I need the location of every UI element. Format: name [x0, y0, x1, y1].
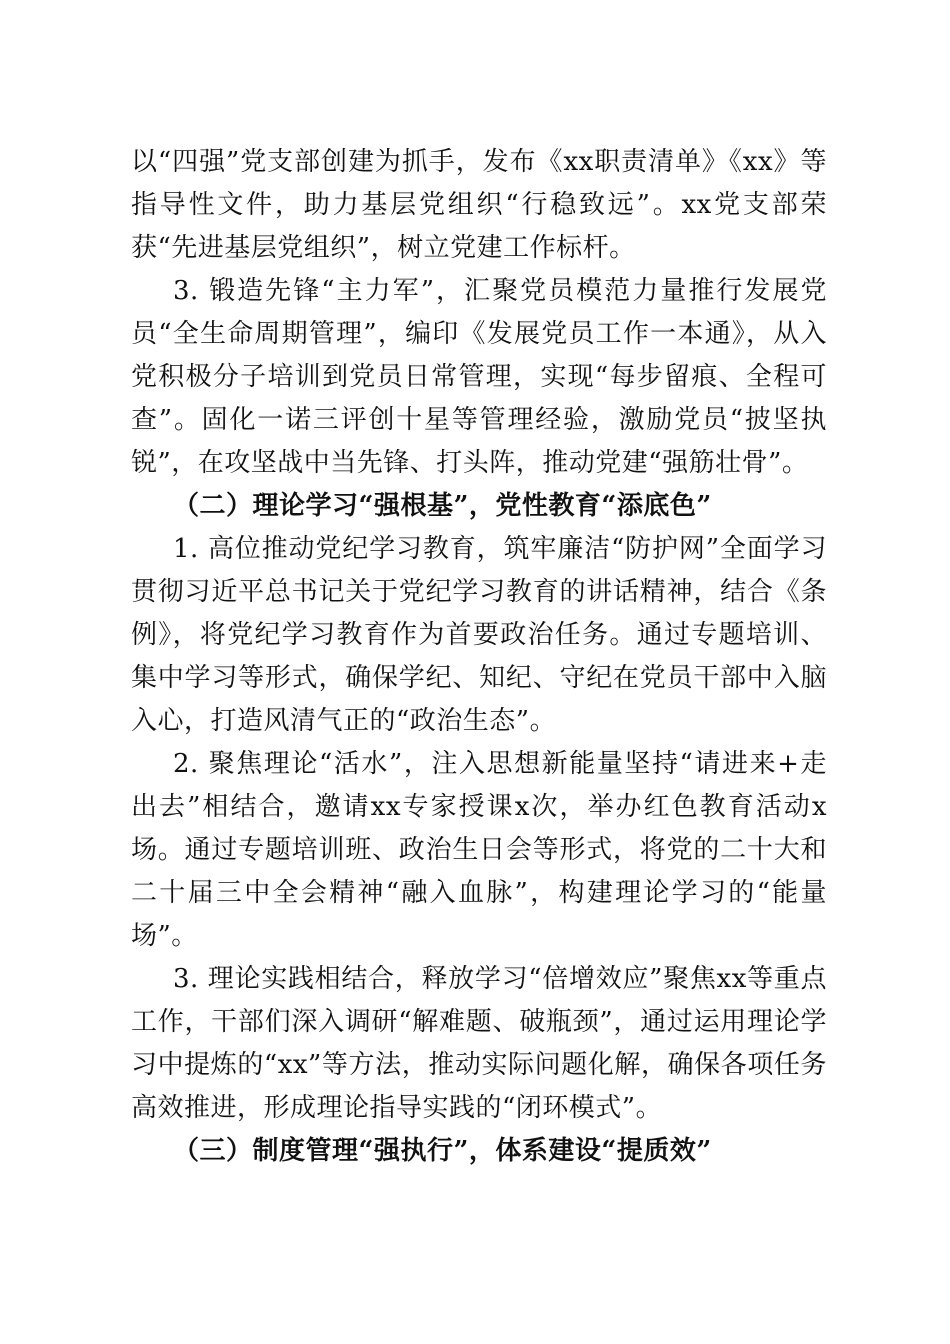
paragraph-theory-practice: 3. 理论实践相结合，释放学习“倍增效应”聚焦xx等重点工作，干部们深入调研“解难题、破瓶颈”，通过运用理论学习中提炼的“xx”等方法，推动实际问题化解，确保各项任务高效推进，形成理论指导实践的“闭环模式”。: [131, 964, 827, 1123]
section-heading-theory-study: （二）理论学习“强根基”，党性教育“添底色”: [173, 491, 712, 521]
paragraph-theory-living-water: 2. 聚焦理论“活水”，注入思想新能量坚持“请进来+走出去”相结合，邀请xx专家授课x次，举办红色教育活动x场。通过专题培训班、政治生日会等形式，将党的二十大和二十届三中全会精神“融入血脉”，构建理论学习的“能量场”。: [131, 749, 827, 951]
paragraph-discipline-education: 1. 高位推动党纪学习教育，筑牢廉洁“防护网”全面学习贯彻习近平总书记关于党纪学习教育的讲话精神，结合《条例》，将党纪学习教育作为首要政治任务。通过专题培训、集中学习等形式，确保学纪、知纪、守纪在党员干部中入脑入心，打造风清气正的“政治生态”。: [131, 534, 827, 736]
paragraph-branch-building: 以“四强”党支部创建为抓手，发布《xx职责清单》《xx》等指导性文件，助力基层党组织“行稳致远”。xx党支部荣获“先进基层党组织”，树立党建工作标杆。: [131, 147, 827, 263]
section-heading-system-management: （三）制度管理“强执行”，体系建设“提质效”: [173, 1136, 712, 1166]
paragraph-vanguard-force: 3. 锻造先锋“主力军”，汇聚党员模范力量推行发展党员“全生命周期管理”，编印《发展党员工作一本通》，从入党积极分子培训到党员日常管理，实现“每步留痕、全程可查”。固化一诺三评创十星等管理经验，激励党员“披坚执锐”，在攻坚战中当先锋、打头阵，推动党建“强筋壮骨”。: [131, 276, 827, 478]
document-body: [131, 141, 827, 1173]
